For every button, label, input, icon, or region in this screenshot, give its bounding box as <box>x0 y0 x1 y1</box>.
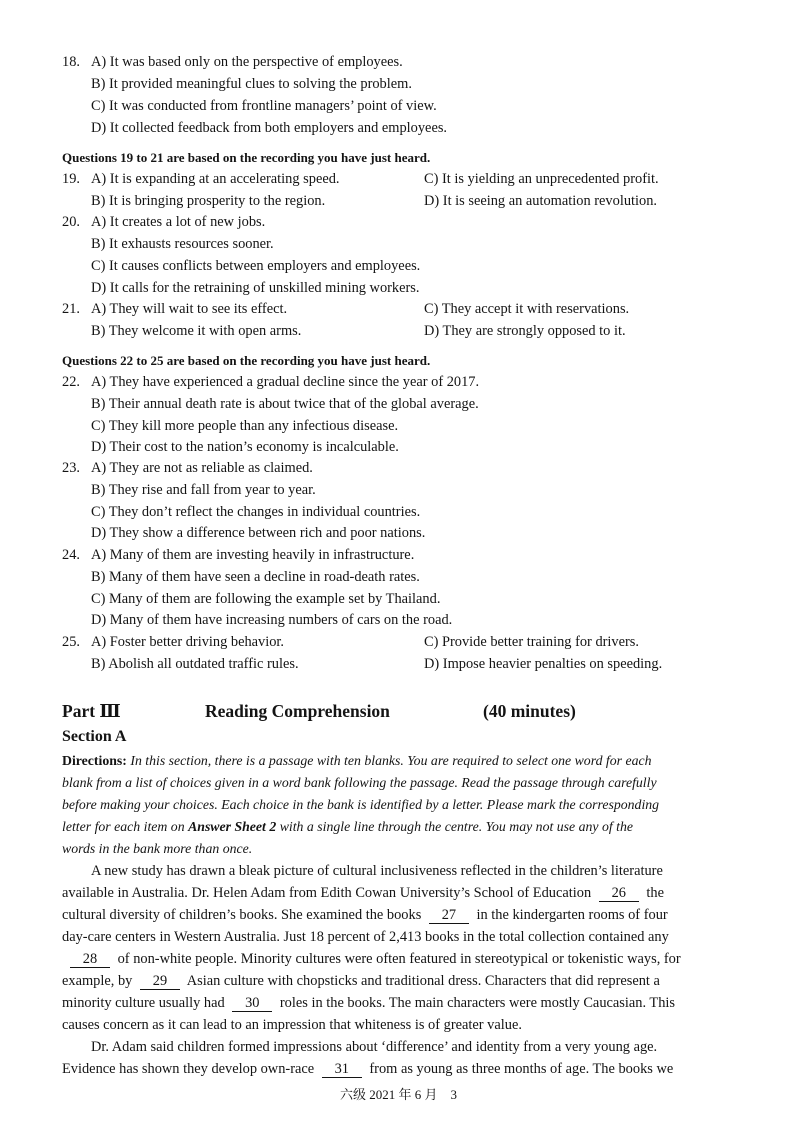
passage-text: roles in the books. The main characters were mostly Caucasian. This <box>279 995 675 1011</box>
passage-p1-line-2 <box>62 884 664 902</box>
directions-line-3: before making your choices. Each choice in the bank is identified by a letter. Please mark the corresponding <box>62 797 660 812</box>
passage-p1-line-6 <box>62 972 660 990</box>
question-20-option-c: C) It causes conflicts between employers and employees. <box>91 258 421 274</box>
questions-22-25-heading: Questions 22 to 25 are based on the recording you have just heard. <box>62 353 431 368</box>
question-19-option-d: D) It is seeing an automation revolution. <box>424 193 657 209</box>
question-18-option-d: D) It collected feedback from both employers and employees. <box>91 120 448 136</box>
question-25-option-a: A) Foster better driving behavior. <box>91 634 285 650</box>
directions-line-2: blank from a list of choices given in a word bank following the passage. Read the passage through carefully <box>62 775 657 790</box>
passage-p1-line-4: day-care centers in Western Australia. Just 18 percent of 2,413 books in the total collection contained any <box>62 929 669 945</box>
blank-31: 31 <box>322 1061 362 1078</box>
question-20-option-d: D) It calls for the retraining of unskilled mining workers. <box>91 280 420 296</box>
passage-p1-line-1: A new study has drawn a bleak picture of cultural inclusiveness reflected in the children’s literature <box>91 863 663 879</box>
blank-27: 27 <box>429 907 469 924</box>
question-24-option-a: A) Many of them are investing heavily in infrastructure. <box>91 547 415 563</box>
question-25-option-c: C) Provide better training for drivers. <box>424 634 640 650</box>
blank-30: 30 <box>232 995 272 1012</box>
passage-text: from as young as three months of age. The books we <box>369 1061 674 1077</box>
directions-text-1: In this section, there is a passage with ten blanks. You are required to select one word for each <box>130 753 652 768</box>
question-24-option-b: B) Many of them have seen a decline in road-death rates. <box>91 569 420 585</box>
question-24-number: 24. <box>62 547 80 563</box>
blank-26: 26 <box>599 885 639 902</box>
question-18-option-c: C) It was conducted from frontline managers’ point of view. <box>91 98 437 114</box>
question-25-number: 25. <box>62 634 80 650</box>
question-22-option-a: A) They have experienced a gradual decline since the year of 2017. <box>91 374 480 390</box>
question-23-option-a: A) They are not as reliable as claimed. <box>91 460 313 476</box>
question-22-option-b: B) Their annual death rate is about twice that of the global average. <box>91 396 479 412</box>
question-19-option-c: C) It is yielding an unprecedented profit. <box>424 171 659 187</box>
question-20-option-b: B) It exhausts resources sooner. <box>91 236 274 252</box>
answer-sheet-reference: Answer Sheet 2 <box>188 819 277 834</box>
passage-text: cultural diversity of children’s books. She examined the books <box>62 907 422 923</box>
question-18-number: 18. <box>62 54 80 70</box>
directions-line-1 <box>62 752 652 770</box>
question-23-option-b: B) They rise and fall from year to year. <box>91 482 316 498</box>
question-21-number: 21. <box>62 301 80 317</box>
passage-p1-line-3 <box>62 906 668 924</box>
blank-29: 29 <box>140 973 180 990</box>
question-21-option-a: A) They will wait to see its effect. <box>91 301 288 317</box>
passage-text: in the kindergarten rooms of four <box>476 907 668 923</box>
page-footer: 六级 2021 年 6 月 3 <box>340 1087 458 1102</box>
question-22-option-d: D) Their cost to the nation’s economy is incalculable. <box>91 439 399 455</box>
directions-text-4c: with a single line through the centre. You may not use any of the <box>279 819 634 834</box>
question-23-option-d: D) They show a difference between rich and poor nations. <box>91 525 426 541</box>
question-21-option-b: B) They welcome it with open arms. <box>91 323 302 339</box>
question-19-option-a: A) It is expanding at an accelerating speed. <box>91 171 340 187</box>
part-title: Reading Comprehension <box>205 701 390 721</box>
passage-p1-line-8: causes concern as it can lead to an impression that whiteness is of greater value. <box>62 1017 522 1033</box>
question-23-option-c: C) They don’t reflect the changes in individual countries. <box>91 504 421 520</box>
directions-label: Directions: <box>62 753 127 768</box>
passage-p1-line-7 <box>62 994 675 1012</box>
passage-text: Evidence has shown they develop own-race <box>62 1061 315 1077</box>
question-22-number: 22. <box>62 374 80 390</box>
passage-text: of non-white people. Minority cultures were often featured in stereotypical or tokenistic ways, for <box>117 951 681 967</box>
question-18-option-b: B) It provided meaningful clues to solving the problem. <box>91 76 412 92</box>
passage-text: Asian culture with chopsticks and traditional dress. Characters that did represent a <box>186 973 660 989</box>
directions-line-4 <box>62 818 633 836</box>
section-title: Section A <box>62 728 127 745</box>
part-time: (40 minutes) <box>483 701 576 721</box>
question-23-number: 23. <box>62 460 80 476</box>
question-18-option-a: A) It was based only on the perspective of employees. <box>91 54 403 70</box>
question-19-number: 19. <box>62 171 80 187</box>
question-20-number: 20. <box>62 214 80 230</box>
directions-line-5: words in the bank more than once. <box>62 841 253 856</box>
passage-p1-line-5 <box>62 950 681 968</box>
question-20-option-a: A) It creates a lot of new jobs. <box>91 214 266 230</box>
passage-text: available in Australia. Dr. Helen Adam from Edith Cowan University’s School of Education <box>62 885 592 901</box>
passage-text: the <box>646 885 664 901</box>
part-label: Part Ⅲ <box>62 701 121 721</box>
question-21-option-c: C) They accept it with reservations. <box>424 301 630 317</box>
question-21-option-d: D) They are strongly opposed to it. <box>424 323 626 339</box>
question-25-option-b: B) Abolish all outdated traffic rules. <box>91 656 299 672</box>
question-22-option-c: C) They kill more people than any infectious disease. <box>91 418 399 434</box>
questions-19-21-heading: Questions 19 to 21 are based on the recording you have just heard. <box>62 150 431 165</box>
question-19-option-b: B) It is bringing prosperity to the region. <box>91 193 326 209</box>
passage-text: example, by <box>62 973 133 989</box>
passage-p2-line-1: Dr. Adam said children formed impressions about ‘difference’ and identity from a very young age. <box>91 1039 658 1055</box>
passage-p2-line-2 <box>62 1060 673 1078</box>
blank-28: 28 <box>70 951 110 968</box>
directions-text-4a: letter for each item on <box>62 819 185 834</box>
question-25-option-d: D) Impose heavier penalties on speeding. <box>424 656 663 672</box>
passage-text: minority culture usually had <box>62 995 225 1011</box>
question-24-option-c: C) Many of them are following the example set by Thailand. <box>91 591 441 607</box>
question-24-option-d: D) Many of them have increasing numbers of cars on the road. <box>91 612 453 628</box>
